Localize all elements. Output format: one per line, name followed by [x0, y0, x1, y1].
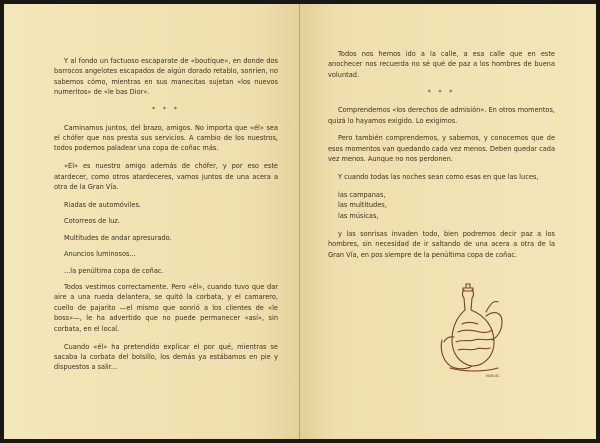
- left-paragraph-1: Y al fondo un factuoso escaparate de «boutique», en donde dos barrocos angelotes escapados de algún dorado retablo, sonríen, no sabemos cómo, mientras en sus manecitas sujetan «los nuevos numeritos» de «le bas Dior».: [54, 57, 278, 97]
- left-list-item-2: Cotorreos de luz.: [64, 217, 120, 226]
- bottle-sketch-illustration: [436, 282, 508, 378]
- left-paragraph-2: Caminamos juntos, del brazo, amigos. No importa que «él» sea el chófer que nos presta sus servicios. A cambio de los nuestros, todos podemos paladear una copa de coñac más.: [54, 123, 278, 153]
- illustration-signature: MANUEL: [486, 374, 500, 378]
- right-paragraph-1: Todos nos hemos ido a la calle, a esa calle que en este anochecer nos recuerda no sé qué de paz a los hombres de buena voluntad.: [328, 50, 555, 79]
- left-list-item-1: Riadas de automóviles.: [64, 200, 142, 209]
- left-page: [4, 4, 300, 439]
- booklet-spread: [4, 4, 596, 439]
- right-page: [300, 4, 596, 439]
- right-separator-stars: * * *: [427, 88, 456, 96]
- right-paragraph-4: Y cuando todas las noches sean como esas en que las luces,: [338, 173, 539, 182]
- left-paragraph-3: «Él» es nuestro amigo además de chófer, y por eso este atardecer, como otros atardeceres, vamos juntos de una acera a otra de la Gran Vía.: [54, 162, 278, 192]
- right-list-item-1: las campanas,: [338, 191, 386, 200]
- right-text-column: [328, 49, 555, 268]
- left-text-column: [54, 56, 278, 380]
- right-list-item-2: las multitudes,: [338, 201, 387, 210]
- left-list-item-3: Multitudes de andar apresurado.: [64, 233, 172, 242]
- right-list: [328, 190, 555, 221]
- right-paragraph-2: Comprendemos «los derechos de admisión». En otros momentos, quizá lo hayamos exigido. Lo exigimos.: [328, 106, 555, 125]
- right-paragraph-3: Pero también comprendemos, y sabemos, y conocemos que de esos momentos van quedando cada vez menos. Deben quedar cada vez menos. Aunque no nos perdonen.: [328, 134, 555, 164]
- left-separator-stars: * * *: [152, 106, 180, 114]
- right-paragraph-5: y las sonrisas invaden todo, bien podremos decir paz a los hombres, sin necesidad de ir saltando de una acera a otra de la Gran Vía, en pos siempre de la penúltima copa de coñac.: [328, 229, 555, 259]
- left-paragraph-5: Cuando «él» ha pretendido explicar el por qué, mientras se sacaba la corbata del bolsillo, los demás ya estábamos en pie y dispuestos a salir...: [54, 342, 278, 372]
- left-paragraph-4: Todos vestimos correctamente. Pero «él», cuando tuvo que dar aire a una rueda delantera, se quitó la corbata, y el camarero, cuello de pajarito —el mismo que sonrió a los clientes de «le boss»—, le ha advertido que no puede permanecer «así», sin corbata, en el local.: [54, 283, 278, 333]
- right-list-item-3: las músicas,: [338, 211, 379, 220]
- left-list-item-5: ...la penúltima copa de coñac.: [64, 266, 164, 275]
- left-list-item-4: Anuncios luminosos...: [64, 250, 136, 259]
